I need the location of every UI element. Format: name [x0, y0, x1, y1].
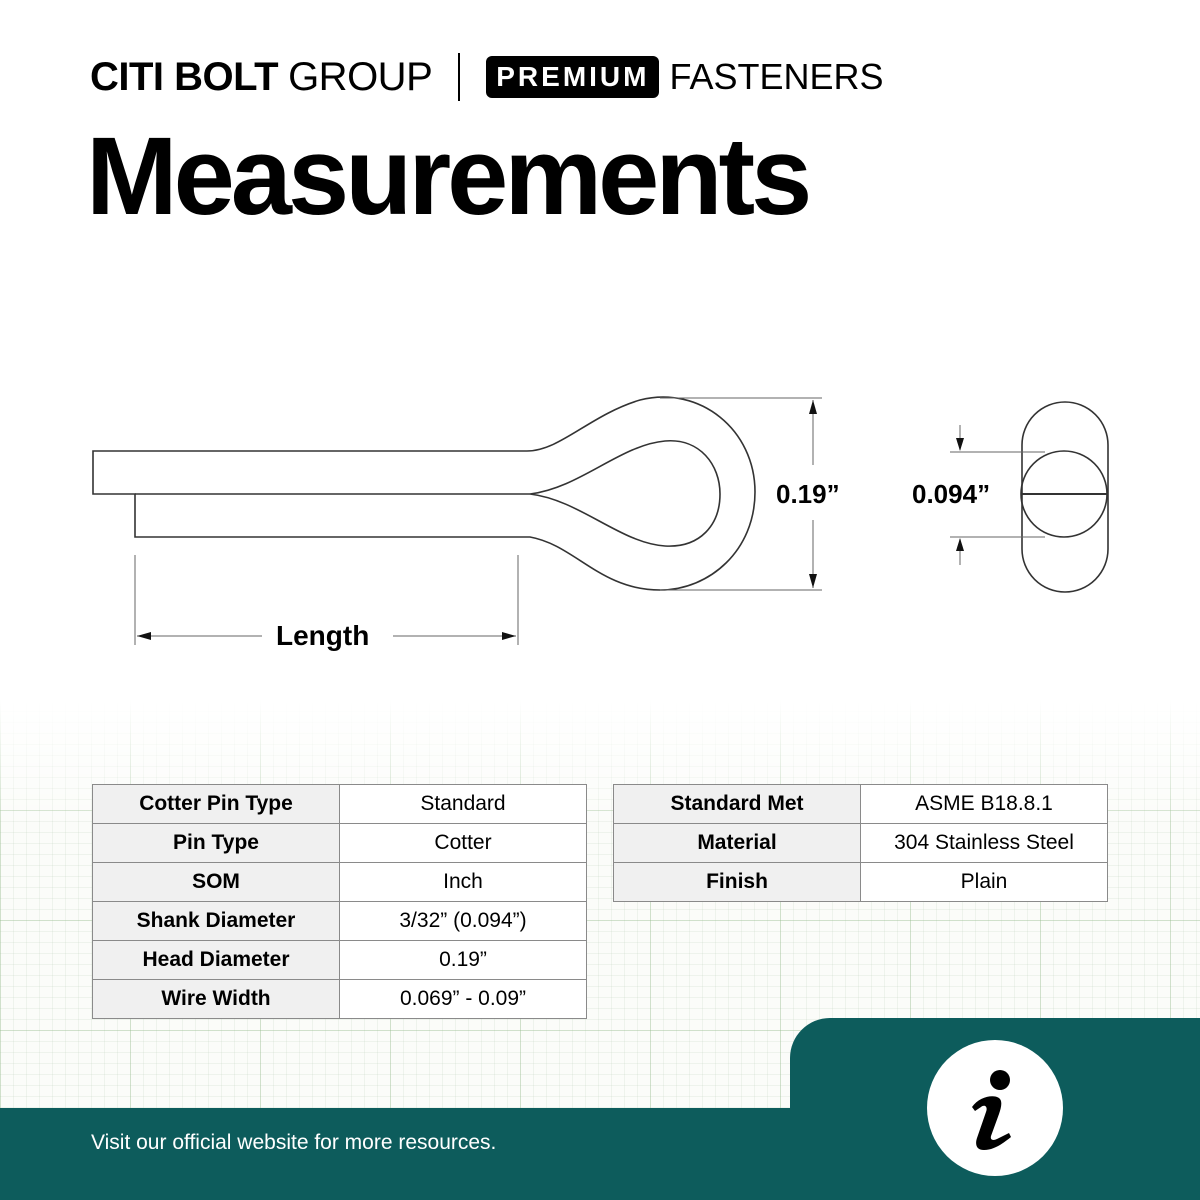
table-row: [93, 824, 587, 863]
spec-key: Pin Type: [93, 824, 340, 863]
spec-value: Cotter: [340, 824, 587, 863]
spec-value: 0.19”: [340, 941, 587, 980]
spec-key: Wire Width: [93, 980, 340, 1019]
spec-value: 0.069” - 0.09”: [340, 980, 587, 1019]
spec-table-left: [92, 784, 587, 1019]
spec-key: Standard Met: [614, 785, 861, 824]
brand-name-light: GROUP: [288, 54, 433, 99]
spec-key: Shank Diameter: [93, 902, 340, 941]
brand-name-bold: CITI BOLT: [90, 54, 279, 99]
table-row: [614, 824, 1108, 863]
spec-key: Cotter Pin Type: [93, 785, 340, 824]
brand-header: [90, 52, 884, 102]
header-divider: [458, 53, 460, 101]
spec-key: Head Diameter: [93, 941, 340, 980]
spec-value: Standard: [340, 785, 587, 824]
table-row: [614, 785, 1108, 824]
cotter-pin-diagram: [0, 380, 1200, 670]
spec-value: 304 Stainless Steel: [861, 824, 1108, 863]
table-row: [93, 980, 587, 1019]
footer-text: Visit our official website for more resources.: [91, 1131, 497, 1154]
info-glyph-icon: [927, 1040, 1063, 1176]
table-row: [93, 863, 587, 902]
page-title: Measurements: [86, 115, 809, 238]
shank-diameter-label: 0.094”: [912, 479, 991, 509]
info-icon[interactable]: [927, 1040, 1063, 1176]
table-row: [93, 902, 587, 941]
spec-value: Inch: [340, 863, 587, 902]
brand-tagline: FASTENERS: [669, 56, 884, 97]
table-row: [93, 941, 587, 980]
spec-key: Finish: [614, 863, 861, 902]
spec-table-right: [613, 784, 1108, 902]
spec-key: SOM: [93, 863, 340, 902]
length-label: Length: [276, 620, 370, 651]
spec-value: Plain: [861, 863, 1108, 902]
premium-badge: PREMIUM: [486, 56, 659, 98]
table-row: [614, 863, 1108, 902]
table-row: [93, 785, 587, 824]
spec-key: Material: [614, 824, 861, 863]
spec-value: 3/32” (0.094”): [340, 902, 587, 941]
head-diameter-label: 0.19”: [776, 479, 840, 509]
spec-value: ASME B18.8.1: [861, 785, 1108, 824]
